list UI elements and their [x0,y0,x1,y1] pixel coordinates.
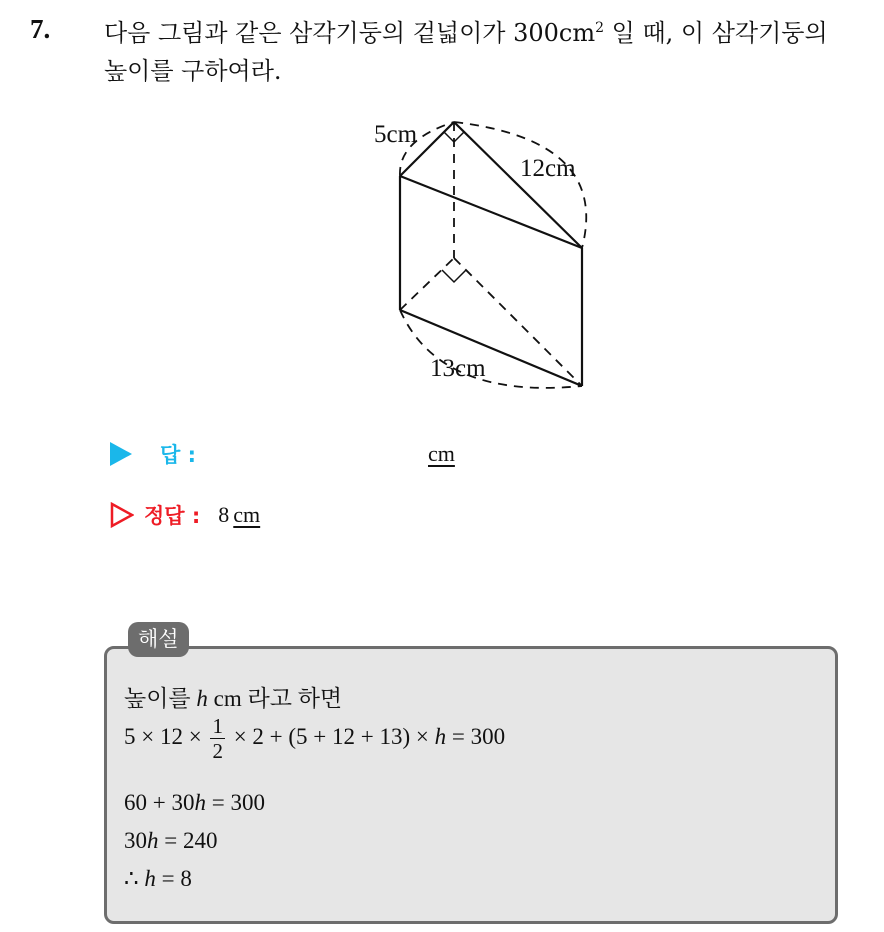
right-angle-mark-bottom [442,270,466,282]
line2-part-b: × 2 + (5 + 12 + 13) × [233,723,435,749]
line4-variable: h [147,828,159,853]
edge-bottom-hypotenuse [400,310,582,386]
fraction-denominator: 2 [212,739,223,763]
correct-unit: cm [233,502,261,527]
answer-label: 답 : [160,443,196,467]
correct-answer-row [110,497,260,533]
label-5cm: 5cm [374,121,418,148]
explanation-line-1 [124,680,342,713]
question-text-line1a: 다음 그림과 같은 삼각기둥의 겉넓이가 300cm [104,19,596,47]
question-number: 7. [30,14,51,44]
line4-part-a: 30 [124,828,147,853]
line5-part-a: ∴ [124,866,145,891]
explanation-line-5 [124,866,192,892]
edge-top-right [454,122,582,248]
line2-variable: h [434,723,447,749]
answer-unit: cm [428,441,455,466]
line5-part-b: = 8 [155,866,192,891]
line5-variable: h [144,866,156,891]
line2-part-a: 5 × 12 × [124,723,202,749]
prism-figure [360,110,610,400]
line2-part-c: = 300 [446,723,506,749]
explanation-tag: 해설 [128,622,189,657]
fraction-numerator: 1 [212,714,223,738]
fraction-one-half [210,714,225,763]
hidden-edge-bottom-left [400,258,454,310]
answer-marker-icon [110,442,132,466]
line1-prefix: 높이를 [124,686,197,711]
answer-row [110,436,455,472]
correct-label: 정답 : [144,504,201,528]
edge-top-hypotenuse [400,176,582,248]
line3-part-a: 60 + 30 [124,790,195,815]
explanation-line-4 [124,828,217,854]
line1-suffix: cm 라고 하면 [207,686,343,711]
question-text [104,14,874,90]
question-text-line1b: 일 때, 이 삼각기둥의 [604,19,828,47]
question-superscript: 2 [595,20,605,36]
label-13cm: 13cm [430,355,486,382]
line1-variable: h [196,686,208,711]
correct-value: 8 [218,502,230,527]
explanation-line-3 [124,790,265,816]
label-12cm: 12cm [520,155,576,182]
line3-part-b: = 300 [205,790,265,815]
question-text-line2: 높이를 구하여라. [104,57,282,85]
prism-diagram [360,110,610,400]
correct-marker-icon [110,502,134,528]
explanation-line-2 [124,714,505,763]
line4-part-b: = 240 [158,828,218,853]
line3-variable: h [194,790,206,815]
